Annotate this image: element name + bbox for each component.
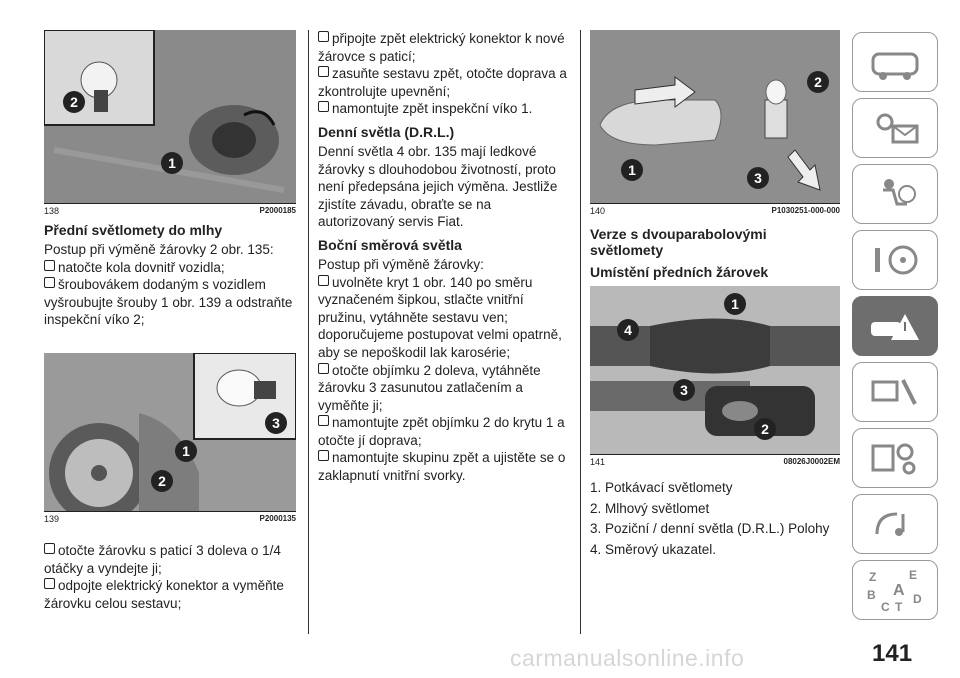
tab-maintenance[interactable]	[852, 362, 938, 422]
section-heading-bulb-location: Umístění předních žárovek	[590, 264, 769, 280]
checkbox-bullet-icon	[318, 363, 329, 374]
warning-lights-icon	[865, 108, 925, 148]
list-item: otočte objímku 2 doleva, vytáhněte žárovku 3 zasunutou zatlačením a vyměňte ji;	[318, 362, 541, 413]
figure-code: 08026J0002EM	[783, 457, 840, 466]
section-heading-bi-parabola: Verze s dvouparabolovými světlomety	[590, 226, 767, 258]
figure-code: P1030251-000-000	[771, 206, 840, 215]
callout-3: 3	[754, 170, 762, 186]
figure-139	[44, 353, 296, 511]
checkbox-bullet-icon	[318, 66, 329, 77]
list-item: připojte zpět elektrický konektor k nové žárovce s paticí;	[318, 31, 565, 64]
section-heading-drl: Denní světla (D.R.L.)	[318, 123, 455, 140]
emergency-car-icon	[865, 306, 925, 346]
list-item: namontujte zpět objímku 2 do krytu 1 a otočte jí doprava;	[318, 415, 565, 448]
tab-starting-driving[interactable]	[852, 230, 938, 290]
svg-text:C: C	[881, 600, 890, 613]
column-1	[44, 30, 296, 612]
svg-text:Z: Z	[869, 570, 877, 584]
callout-1: 1	[731, 296, 739, 312]
service-tools-icon	[865, 372, 925, 412]
paragraph: Denní světla 4 obr. 135 mají ledkové žárovky s dlouhodobou životností, proto není předepsána jejich výměna. Jestliže zjistíte závadu, obraťte se na autorizovaný servis Fiat.	[318, 143, 558, 230]
tab-multimedia[interactable]	[852, 494, 938, 554]
tab-technical-data[interactable]	[852, 428, 938, 488]
svg-text:E: E	[909, 568, 918, 582]
page-number: 141	[872, 640, 913, 667]
callout-2: 2	[814, 74, 822, 90]
multimedia-icon	[865, 504, 925, 544]
key-steering-icon	[865, 240, 925, 280]
section-heading-fog-lights: Přední světlomety do mlhy	[44, 222, 223, 238]
figure-number: 139	[44, 513, 60, 524]
tab-index[interactable]	[852, 560, 938, 620]
checkbox-bullet-icon	[318, 415, 329, 426]
list-item: uvolněte kryt 1 obr. 140 po směru vyznačeném šipkou, stlačte vnitřní pružinu, vytáhněte sestavu ven; doporučujeme postupovat velmi opatrně, aby se nepoškodil lak karosérie;	[318, 274, 562, 360]
figure-141	[590, 286, 840, 454]
paragraph: Postup při výměně žárovky 2 obr. 135:	[44, 242, 274, 257]
section-heading-side-indicators: Boční směrová světla	[318, 236, 462, 253]
column-divider	[308, 30, 309, 634]
list-item: šroubovákem dodaným s vozidlem vyšroubujte šrouby 1 obr. 139 a odstraňte inspekční víko 2;	[44, 277, 293, 328]
checkbox-bullet-icon	[318, 31, 329, 42]
svg-text:B: B	[867, 588, 876, 602]
callout-4: 4	[624, 322, 632, 338]
checkbox-bullet-icon	[44, 260, 55, 271]
chapter-tabs	[852, 32, 940, 626]
tab-dashboard[interactable]	[852, 32, 938, 92]
svg-text:D: D	[913, 592, 922, 606]
callout-1: 1	[182, 442, 190, 459]
figure-140	[590, 30, 840, 203]
callout-2: 2	[158, 472, 166, 489]
figure-number: 140	[590, 206, 606, 216]
list-item: natočte kola dovnitř vozidla;	[44, 259, 296, 277]
checkbox-bullet-icon	[44, 277, 55, 288]
callout-3: 3	[680, 382, 688, 398]
callout-2: 2	[761, 421, 769, 437]
list-item: namontujte zpět inspekční víko 1.	[318, 100, 571, 118]
figure-138-illustration	[44, 30, 296, 203]
figure-number: 141	[590, 457, 606, 467]
list-item: otočte žárovku s paticí 3 doleva o 1/4 otáčky a vyndejte ji;	[44, 542, 281, 576]
bulb-legend	[590, 479, 840, 558]
checkbox-bullet-icon	[44, 578, 55, 589]
callout-1: 1	[628, 162, 636, 178]
figure-138-caption	[44, 203, 296, 216]
column-divider	[580, 30, 581, 634]
list-item: odpojte elektrický konektor a vyměňte žárovku celou sestavu;	[44, 578, 284, 611]
airbag-seat-icon	[865, 174, 925, 214]
column-2	[318, 30, 571, 485]
alphabetical-index-icon	[863, 567, 927, 613]
list-item: namontujte skupinu zpět a ujistěte se o zaklapnutí vnitřní svorky.	[318, 450, 566, 484]
figure-140-caption	[590, 203, 840, 216]
figure-code: P2000135	[259, 513, 296, 523]
figure-number: 138	[44, 206, 60, 216]
figure-139-caption	[44, 511, 296, 524]
gears-specs-icon	[865, 438, 925, 478]
checkbox-bullet-icon	[318, 101, 329, 112]
callout-3: 3	[272, 414, 280, 431]
legend-item: 3. Poziční / denní světla (D.R.L.) Polohy	[590, 521, 830, 537]
legend-item: 1. Potkávací světlomety	[590, 480, 733, 495]
figure-141-caption	[590, 454, 840, 467]
figure-141-illustration	[590, 286, 840, 454]
svg-text:T: T	[895, 600, 903, 613]
figure-code: P2000185	[259, 206, 296, 215]
tab-safety[interactable]	[852, 164, 938, 224]
figure-138	[44, 30, 296, 203]
column-3	[590, 30, 840, 561]
paragraph: Postup při výměně žárovky:	[318, 256, 484, 272]
svg-text:A: A	[893, 582, 905, 599]
list-item: zasuňte sestavu zpět, otočte doprava a zkontrolujte upevnění;	[318, 66, 567, 99]
legend-item: 2. Mlhový světlomet	[590, 500, 710, 516]
checkbox-bullet-icon	[318, 450, 329, 461]
callout-1: 1	[168, 155, 176, 171]
tab-emergency[interactable]	[852, 296, 938, 356]
figure-139-illustration	[44, 353, 296, 511]
legend-item: 4. Směrový ukazatel.	[590, 541, 717, 557]
checkbox-bullet-icon	[44, 543, 55, 554]
figure-140-illustration	[590, 30, 840, 203]
checkbox-bullet-icon	[318, 275, 329, 286]
tab-warning-lights[interactable]	[852, 98, 938, 158]
callout-2: 2	[70, 94, 78, 110]
watermark: carmanualsonline.info	[510, 645, 745, 671]
car-dashboard-icon	[865, 42, 925, 82]
